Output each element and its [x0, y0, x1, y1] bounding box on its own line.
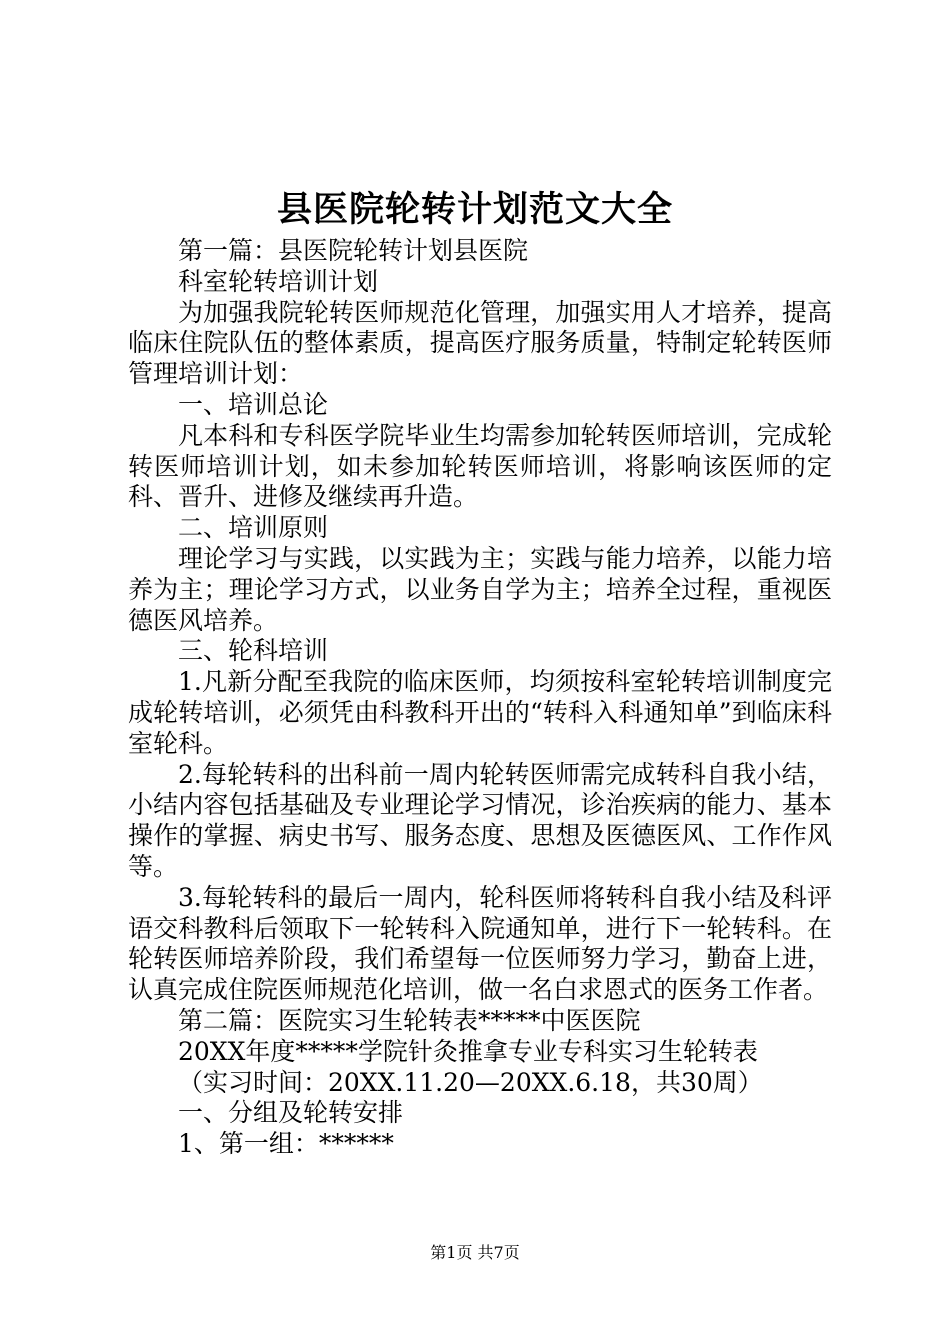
paragraph-group-1: 1、第一组：****** — [178, 1129, 394, 1159]
paragraph-general: 凡本科和专科医学院毕业生均需参加轮转医师培训，完成轮转医师培训计划，如未参加轮转医师培训，将影响该医师的定科、晋升、进修及继续再升造。 — [128, 420, 832, 512]
section-heading-general: 一、培训总论 — [178, 389, 329, 419]
paragraph-internship-period: （实习时间：20XX.11.20—20XX.6.18，共30周） — [178, 1067, 763, 1097]
paragraph-rotation-item-2: 2.每轮转科的出科前一周内轮转医师需完成转科自我小结，小结内容包括基础及专业理论学习情况，诊治疾病的能力、基本操作的掌握、病史书写、服务态度、思想及医德医风、工作作风等。 — [128, 759, 832, 881]
paragraph-part1-heading: 第一篇：县医院轮转计划县医院 — [178, 236, 529, 265]
document-title: 县医院轮转计划范文大全 — [276, 189, 673, 230]
section-heading-rotation: 三、轮科培训 — [178, 636, 329, 666]
paragraph-principles: 理论学习与实践，以实践为主；实践与能力培养，以能力培养为主；理论学习方式，以业务自学为主；培养全过程，重视医德医风培养。 — [128, 543, 832, 635]
paragraph-rotation-item-1: 1.凡新分配至我院的临床医师，均须按科室轮转培训制度完成轮转培训，必须凭由科教科开出的“转科入科通知单”到临床科室轮科。 — [128, 667, 832, 758]
paragraph-rotation-item-3: 3.每轮转科的最后一周内，轮科医师将转科自我小结及科评语交科教科后领取下一轮转科入院通知单，进行下一轮转科。在轮转医师培养阶段，我们希望每一位医师努力学习，勤奋上进，认真完成住院医师规范化培训，做一名白求恩式的医务工作者。 — [128, 882, 832, 1005]
paragraph-plan-name: 科室轮转培训计划 — [178, 266, 379, 296]
document-body — [128, 236, 832, 1160]
page-indicator: 第1页 共7页 — [430, 1243, 520, 1262]
paragraph-part2-heading: 第二篇：医院实习生轮转表*****中医医院 — [178, 1005, 641, 1035]
section-heading-grouping: 一、分组及轮转安排 — [178, 1098, 404, 1128]
paragraph-part2-subtitle: 20XX年度*****学院针灸推拿专业专科实习生轮转表 — [178, 1036, 758, 1066]
section-heading-principles: 二、培训原则 — [178, 513, 329, 543]
paragraph-intro: 为加强我院轮转医师规范化管理，加强实用人才培养，提高临床住院队伍的整体素质，提高医疗服务质量，特制定轮转医师管理培训计划： — [128, 297, 832, 389]
